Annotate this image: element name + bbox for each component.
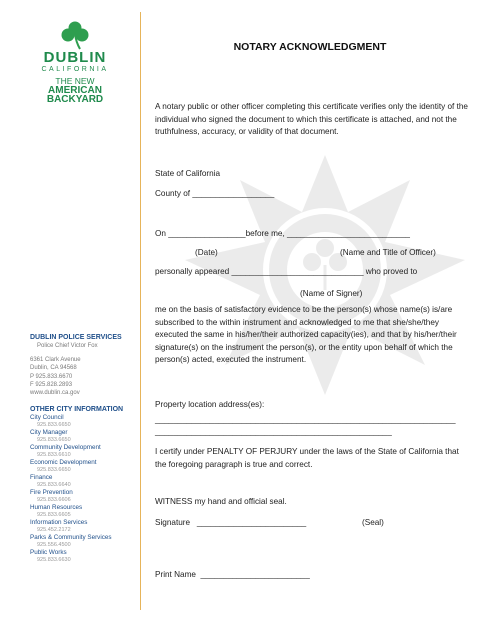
- dept-name: Public Works: [30, 549, 67, 556]
- police-chief: Police Chief Victor Fox: [37, 343, 98, 349]
- dept-phone: 925.833.6606: [37, 496, 71, 503]
- dept-item: [30, 414, 140, 429]
- dept-phone: 925.833.6610: [37, 451, 71, 458]
- logo-state: CALIFORNIA: [41, 66, 109, 73]
- print-name-line[interactable]: Print Name ________________________: [155, 570, 310, 579]
- dept-list: [30, 414, 140, 564]
- dept-item: [30, 504, 140, 519]
- dept-name: Parks & Community Services: [30, 534, 112, 541]
- dept-name: Fire Prevention: [30, 489, 73, 496]
- certify-paragraph: I certify under PENALTY OF PERJURY under the laws of the State of California that the foregoing paragraph is true and correct.: [155, 447, 459, 469]
- dept-phone: 925.833.6640: [37, 481, 71, 488]
- police-web[interactable]: www.dublin.ca.gov: [30, 390, 80, 397]
- officer-label: (Name and Title of Officer): [340, 248, 436, 257]
- property-line-2[interactable]: ____________________________________________________: [155, 427, 392, 436]
- dept-phone: 925.556.4500: [37, 541, 71, 548]
- logo-tagline-1: THE NEW: [55, 76, 95, 86]
- police-phone: P 925.833.6670: [30, 373, 73, 380]
- dept-item: [30, 444, 140, 459]
- logo-tagline-2: AMERICAN: [48, 85, 102, 96]
- police-address-2: Dublin, CA 94568: [30, 365, 77, 372]
- dept-item: [30, 474, 140, 489]
- intro-paragraph: A notary public or other officer completing this certificate verifies only the identity of the individual who signed the document to which this certificate is attached, and not the truthfulness, accuracy, or validity of that document.: [155, 102, 468, 136]
- city-info-heading: OTHER CITY INFORMATION: [30, 406, 124, 413]
- police-fax: F 925.828.2893: [30, 381, 73, 388]
- state-line: State of California: [155, 169, 221, 178]
- city-info-block: [30, 405, 140, 564]
- logo-tagline-3: BACKYARD: [46, 94, 104, 105]
- dept-phone: 925.833.6630: [37, 556, 71, 563]
- county-line[interactable]: County of __________________: [155, 189, 275, 198]
- signature-line[interactable]: Signature ________________________: [155, 518, 307, 527]
- dept-item: [30, 489, 140, 504]
- dept-item: [30, 534, 140, 549]
- dept-item: [30, 549, 140, 564]
- dept-phone: 925.452.2172: [37, 526, 71, 533]
- appeared-line[interactable]: personally appeared _____________________________ who proved to: [155, 267, 418, 276]
- date-label: (Date): [195, 248, 218, 257]
- dept-item: [30, 429, 140, 444]
- sidebar: [0, 0, 140, 622]
- dept-phone: 925.833.6650: [37, 421, 71, 428]
- dept-phone: 925.833.6650: [37, 466, 71, 473]
- property-line-1[interactable]: __________________________________________________________________: [155, 415, 456, 424]
- seal-label: (Seal): [362, 518, 384, 527]
- dept-name: Finance: [30, 474, 53, 481]
- dept-item: [30, 519, 140, 534]
- dept-name: Community Development: [30, 444, 101, 451]
- dublin-logo: [30, 20, 120, 104]
- police-heading: DUBLIN POLICE SERVICES: [30, 334, 122, 341]
- dept-name: Information Services: [30, 519, 88, 526]
- shamrock-icon: [58, 20, 92, 50]
- dept-name: City Manager: [30, 429, 68, 436]
- police-services-block: [30, 333, 140, 397]
- date-officer-line[interactable]: On _________________before me, ___________________________: [155, 229, 410, 238]
- witness-line: WITNESS my hand and official seal.: [155, 497, 287, 506]
- dept-phone: 925.833.6605: [37, 511, 71, 518]
- property-label: Property location address(es):: [155, 400, 265, 409]
- police-address-1: 6361 Clark Avenue: [30, 357, 81, 364]
- dept-name: City Council: [30, 414, 64, 421]
- dept-item: [30, 459, 140, 474]
- evidence-paragraph: me on the basis of satisfactory evidence to be the person(s) whose name(s) is/are subscribed to the within instrument and acknowledged to me that she/she/they executed the same in his/her/their authorized capacity(ies), and that by his/her/their signature(s) on the instrument the person(s), or the entity upon behalf of which the person(s) acted, executed the instrument.: [155, 305, 457, 364]
- logo-city-name: DUBLIN: [43, 49, 107, 66]
- dept-phone: 925.833.6650: [37, 436, 71, 443]
- sidebar-divider: [140, 12, 141, 610]
- dept-name: Human Resources: [30, 504, 83, 511]
- document-title: NOTARY ACKNOWLEDGMENT: [233, 41, 387, 53]
- signer-label: (Name of Signer): [300, 289, 363, 298]
- dept-name: Economic Development: [30, 459, 97, 466]
